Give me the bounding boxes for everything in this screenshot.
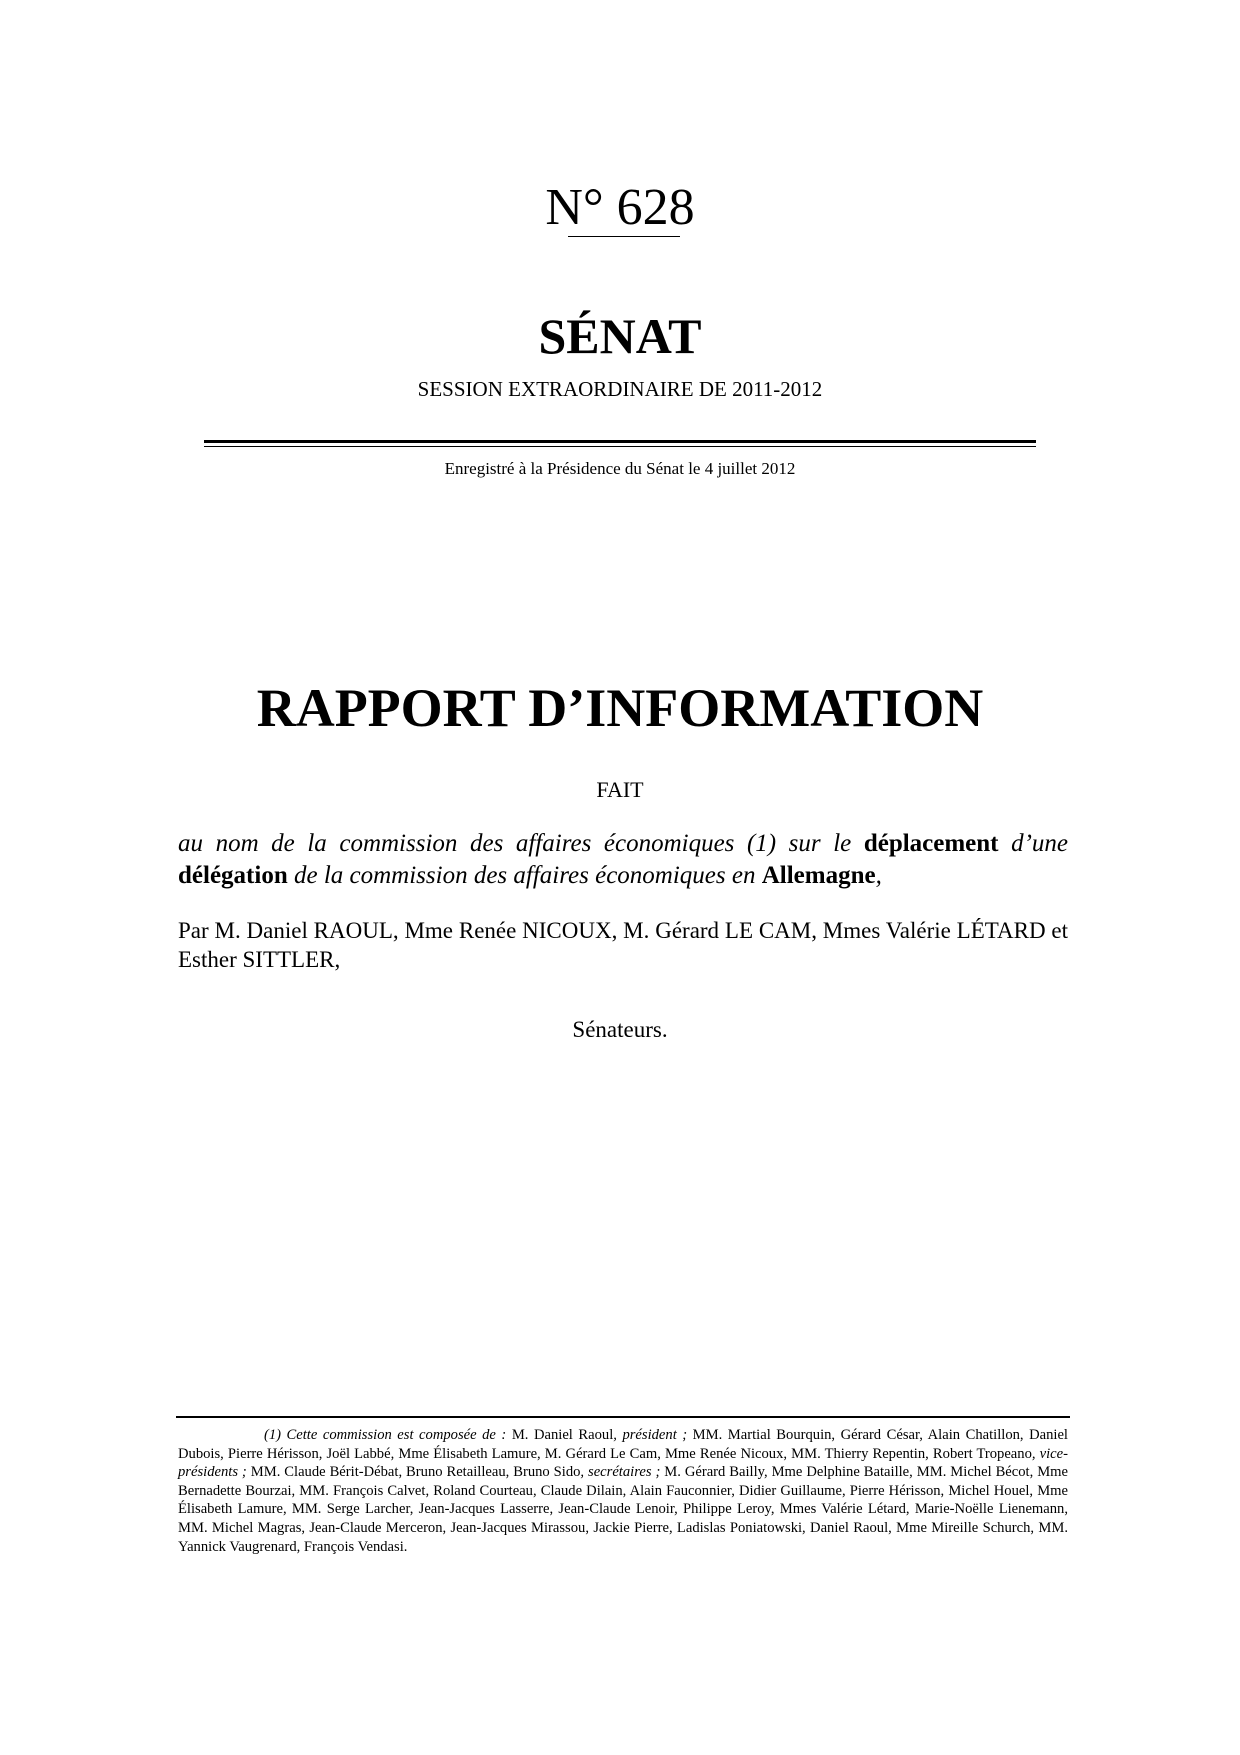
authors-line: Par M. Daniel RAOUL, Mme Renée NICOUX, M. Gérard LE CAM, Mmes Valérie LÉTARD et Esther SITTLER, [178, 918, 1068, 972]
subject-text-1: au nom de la commission des affaires économiques (1) sur le [178, 830, 864, 857]
number-underline [568, 236, 680, 237]
footnote-secretaries: MM. Claude Bérit-Débat, Bruno Retailleau, Bruno Sido [250, 1464, 581, 1481]
footnote-intro: (1) Cette commission est composée de : [264, 1427, 512, 1443]
subject-text-3: de la commission des affaires économiques en [287, 862, 762, 889]
footnote [178, 1426, 1068, 1556]
footnote-secretary-role: , secrétaires ; [580, 1464, 665, 1481]
report-title: RAPPORT D’INFORMATION [256, 678, 984, 738]
footnote-members: M. Gérard Bailly, Mme Delphine Bataille, MM. Michel Bécot, Mme Bernadette Bourzai, MM. François Calvet, Roland Courteau, Claude Dilain, Alain Fauconnier, Didier Guillaume, Pierre Hérisson, Michel Houel, Mme Élisabeth Lamure, MM. Serge Larcher, Jean-Jacques Lasserre, Jean-Claude Lenoir, Philippe Leroy, Mmes Valérie Létard, Marie-Noëlle Lienemann, MM. Michel Magras, Jean-Claude Merceron, Jean-Jacques Mirassou, Jackie Pierre, Ladislas Poniatowski, Daniel Raoul, Mme Mireille Schurch, MM. Yannick Vaugrenard, François Vendasi. [178, 1464, 1069, 1555]
subject-bold-2: délégation [178, 862, 288, 889]
header-rule-thin [204, 446, 1036, 447]
footnote-president: M. Daniel Raoul [511, 1427, 614, 1443]
session-line: SESSION EXTRAORDINAIRE DE 2011-2012 [417, 377, 823, 401]
header-rule-thick [204, 440, 1036, 443]
authors-role: Sénateurs. [572, 1017, 668, 1042]
footnote-president-role: , président ; [613, 1427, 693, 1443]
report-subject [178, 828, 1068, 892]
made-label: FAIT [596, 777, 644, 802]
subject-text-2: d’une [998, 830, 1069, 857]
subject-text-4: , [875, 862, 882, 889]
registration-line: Enregistré à la Présidence du Sénat le 4 juillet 2012 [444, 459, 796, 478]
footnote-vice-role: , vice-présidents ; [178, 1445, 1068, 1481]
subject-bold-3: Allemagne [761, 862, 876, 889]
footnote-vice-presidents: MM. Martial Bourquin, Gérard César, Alain Chatillon, Daniel Dubois, Pierre Hérisson, Joël Labbé, Mme Élisabeth Lamure, M. Gérard Le Cam, Mme Renée Nicoux, MM. Thierry Repentin, Robert Tropeano [178, 1427, 1068, 1462]
document-number: N° 628 [545, 179, 695, 236]
institution-title: SÉNAT [538, 308, 702, 364]
subject-bold-1: déplacement [863, 830, 999, 857]
footnote-separator [176, 1416, 1070, 1418]
